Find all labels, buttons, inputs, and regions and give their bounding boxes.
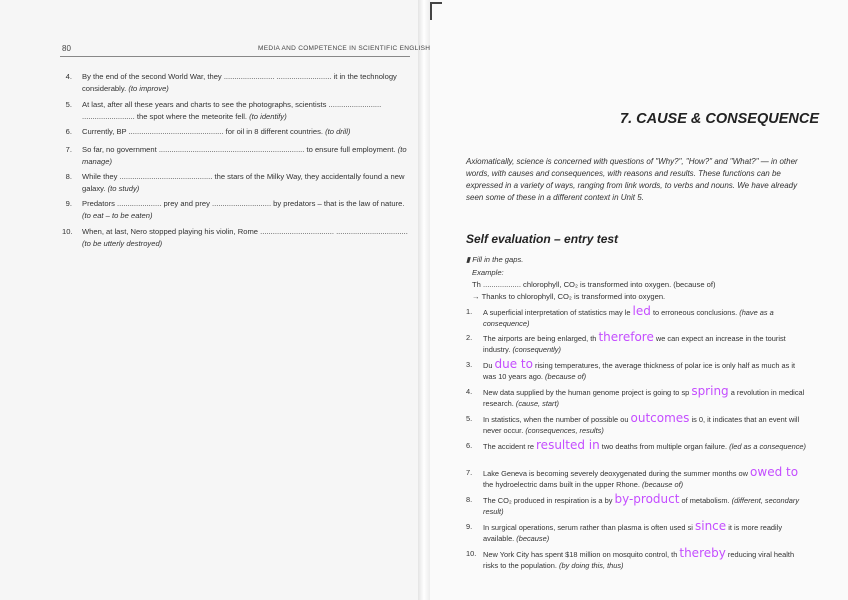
example-question: Th .................. chlorophyll, CO₂ is transformed into oxygen. (because of) bbox=[472, 280, 716, 289]
question-text-end: two deaths from multiple organ failure. bbox=[601, 442, 728, 451]
question-cue: (different, secondary result) bbox=[483, 496, 800, 516]
item-number: 9. bbox=[65, 199, 72, 208]
question-text: Lake Geneva is becoming severely deoxygenated during the summer months ow bbox=[483, 469, 748, 478]
question-text: Du bbox=[483, 361, 493, 370]
item-text: Predators ..................... prey and prey ............................ by predators – that is the law of nature. bbox=[82, 199, 405, 208]
question-item bbox=[466, 332, 806, 355]
crop-mark-horizontal bbox=[430, 2, 442, 4]
question-number: 10. bbox=[466, 549, 477, 558]
question-number: 2. bbox=[466, 333, 473, 342]
item-number: 10. bbox=[62, 227, 73, 236]
example-answer: → Thanks to chlorophyll, CO₂ is transformed into oxygen. bbox=[472, 292, 666, 301]
question-text-end: of metabolism. bbox=[681, 496, 730, 505]
item-cue: (to eat – to be eaten) bbox=[82, 211, 153, 220]
question-cue: (because of) bbox=[545, 372, 587, 381]
question-number: 8. bbox=[466, 495, 473, 504]
item-number: 4. bbox=[65, 72, 72, 81]
question-text-end: the hydroelectric dams built in the upper Rhone. bbox=[483, 480, 640, 489]
item-text: At last, after all these years and charts to see the photographs, scientists ......................... ......................... the spot where the meteorite fell. bbox=[82, 100, 382, 121]
item-text: While they ............................................ the stars of the Milky Way, they accidentally found a new galaxy. bbox=[82, 172, 405, 193]
handwritten-answer[interactable]: owed to bbox=[750, 465, 799, 479]
question-item bbox=[466, 306, 806, 329]
question-number: 5. bbox=[466, 414, 473, 423]
exercise-item bbox=[62, 226, 412, 250]
subsection-title: Self evaluation – entry test bbox=[466, 232, 619, 246]
question-text: The accident re bbox=[483, 442, 534, 451]
question-text-end: reducing viral health risks to the population. bbox=[483, 550, 795, 570]
question-text: New York City has spent $18 million on mosquito control, th bbox=[483, 550, 678, 559]
item-number: 6. bbox=[65, 127, 72, 136]
question-text-end: rising temperatures, the average thickness of polar ice is only half as much as it was 10 years ago. bbox=[483, 361, 796, 381]
exercise-item bbox=[62, 144, 412, 168]
instruction bbox=[466, 255, 523, 264]
handwritten-answer[interactable]: spring bbox=[691, 384, 729, 398]
handwritten-answer[interactable]: outcomes bbox=[630, 411, 690, 425]
question-text: In surgical operations, serum rather than plasma is often used si bbox=[483, 523, 693, 532]
handwritten-answer[interactable]: resulted in bbox=[536, 438, 600, 452]
section-number: 7. bbox=[620, 111, 633, 127]
question-text-end: a revolution in medical research. bbox=[483, 388, 805, 408]
question-item bbox=[466, 440, 806, 452]
bullet-icon: ▮ bbox=[466, 255, 473, 264]
handwritten-answer[interactable]: led bbox=[632, 304, 651, 318]
question-number: 6. bbox=[466, 441, 473, 450]
question-item bbox=[466, 413, 806, 436]
question-text: In statistics, when the number of possible ou bbox=[483, 415, 629, 424]
handwritten-answer[interactable]: due to bbox=[494, 357, 533, 371]
question-text: The CO₂ produced in respiration is a by bbox=[483, 496, 613, 505]
question-text: A superficial interpretation of statistics may le bbox=[483, 308, 631, 317]
item-text: So far, no government ..................................................................... to ensure full employment. bbox=[82, 145, 396, 154]
question-cue: (consequences, results) bbox=[525, 426, 604, 435]
item-cue: (to study) bbox=[107, 184, 140, 193]
question-cue: (because of) bbox=[642, 480, 684, 489]
question-item bbox=[466, 494, 806, 517]
question-cue: (cause, start) bbox=[515, 399, 559, 408]
chapter-title bbox=[620, 111, 819, 127]
question-item bbox=[466, 548, 806, 571]
item-cue: (to drill) bbox=[325, 127, 351, 136]
question-text-end: is 0, it indicates that an event will never occur. bbox=[483, 415, 800, 435]
question-text-end: it is more readily available. bbox=[483, 523, 783, 543]
section-title-text: CAUSE & CONSEQUENCE bbox=[636, 111, 820, 127]
item-number: 8. bbox=[65, 172, 72, 181]
book-gutter bbox=[418, 0, 430, 600]
example-label: Example: bbox=[472, 268, 504, 277]
question-number: 3. bbox=[466, 360, 473, 369]
question-item bbox=[466, 359, 806, 382]
question-text: The airports are being enlarged, th bbox=[483, 334, 597, 343]
exercise-item bbox=[62, 126, 412, 138]
question-text-end: to erroneous conclusions. bbox=[652, 308, 738, 317]
handwritten-answer[interactable]: since bbox=[694, 519, 727, 533]
question-number: 4. bbox=[466, 387, 473, 396]
question-cue: (because) bbox=[516, 534, 550, 543]
question-item bbox=[466, 386, 806, 409]
question-cue: (led as a consequence) bbox=[729, 442, 806, 451]
exercise-item bbox=[62, 171, 412, 195]
item-text: When, at last, Nero stopped playing his violin, Rome ................................... .................................. bbox=[82, 227, 408, 236]
exercise-item bbox=[62, 99, 412, 123]
instruction-text: Fill in the gaps. bbox=[472, 255, 524, 264]
item-number: 5. bbox=[65, 100, 72, 109]
question-number: 1. bbox=[466, 307, 473, 316]
question-cue: (have as a consequence) bbox=[483, 308, 774, 328]
question-cue: (consequently) bbox=[512, 345, 561, 354]
item-cue: (to manage) bbox=[82, 145, 407, 166]
exercise-item bbox=[62, 198, 412, 222]
question-text-end: we can expect an increase in the tourist industry. bbox=[483, 334, 786, 354]
intro-paragraph: Axiomatically, science is concerned with questions of "Why?", "How?" and "What?" — in other words, with causes and consequences, with reasons and results. These functions can be expressed in a variety of ways, ranging from link words, to verbs and nouns. We have already seen some of these in a different context in Unit 5. bbox=[466, 157, 798, 202]
item-cue: (to improve) bbox=[128, 84, 169, 93]
handwritten-answer[interactable]: therefore bbox=[598, 330, 654, 344]
question-item bbox=[466, 467, 806, 490]
exercise-item bbox=[62, 71, 412, 95]
question-number: 7. bbox=[466, 468, 473, 477]
item-cue: (to identify) bbox=[249, 112, 287, 121]
header-rule bbox=[60, 56, 410, 57]
item-cue: (to be utterly destroyed) bbox=[82, 239, 163, 248]
running-head: MEDIA AND COMPETENCE IN SCIENTIFIC ENGLISH bbox=[258, 45, 431, 52]
item-text: Currently, BP ............................................. for oil in 8 different countries. bbox=[82, 127, 323, 136]
item-number: 7. bbox=[65, 145, 72, 154]
item-text: By the end of the second World War, they ........................ .......................... it in the technology considerably. bbox=[82, 72, 397, 93]
crop-mark bbox=[430, 2, 432, 20]
question-cue: (by doing this, thus) bbox=[559, 561, 624, 570]
handwritten-answer[interactable]: by-product bbox=[614, 492, 680, 506]
question-item bbox=[466, 521, 806, 544]
page-number: 80 bbox=[62, 44, 71, 53]
question-text: New data supplied by the human genome project is going to sp bbox=[483, 388, 690, 397]
question-number: 9. bbox=[466, 522, 473, 531]
handwritten-answer[interactable]: thereby bbox=[679, 546, 726, 560]
